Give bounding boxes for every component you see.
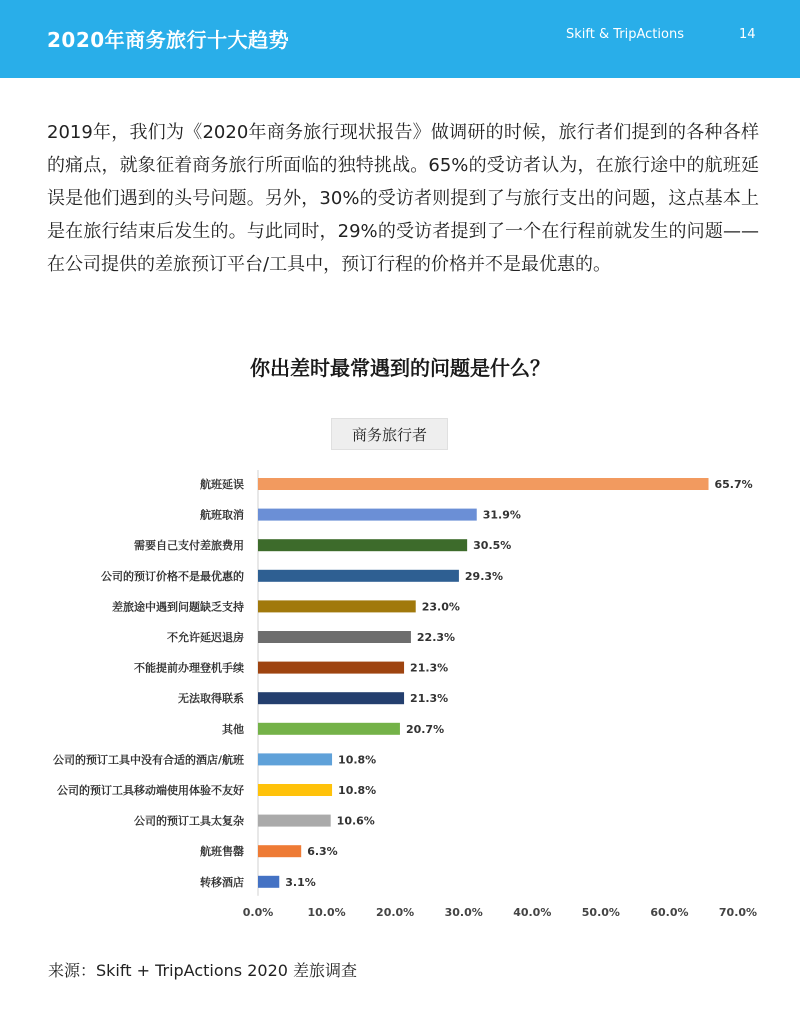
body-paragraph: 2019年，我们为《2020年商务旅行现状报告》做调研的时候，旅行者们提到的各种各样的痛点，就象征着商务旅行所面临的独特挑战。65%的受访者认为，在旅行途中的航班延误是他们遇到的头号问题。另外，30%的受访者则提到了与旅行支出的问题，这点基本上是在旅行结束后发生的。与此同时，29%的受访者提到了一个在行程前就发生的问题——在公司提供的差旅预订平台/工具中，预订行程的价格并不是最优惠的。: [47, 122, 759, 275]
data-label: 22.3%: [416, 631, 456, 644]
category-label: 公司的预订工具移动端使用体验不友好: [57, 784, 244, 797]
category-label: 公司的预订工具中没有合适的酒店/航班: [52, 753, 244, 767]
bar: [258, 815, 331, 827]
category-label: 公司的预订工具太复杂: [134, 814, 244, 828]
data-label: 31.9%: [482, 508, 521, 522]
bar: [258, 784, 332, 796]
category-label: 不允许延迟退房: [167, 631, 244, 644]
bar: [258, 662, 404, 674]
data-label: 30.5%: [473, 539, 512, 553]
footer-source: 来源：Skift + TripActions 2020 差旅调查: [48, 961, 358, 980]
x-tick-label: 60.0%: [650, 906, 689, 919]
header-bar: [0, 0, 800, 78]
legend-label: 商务旅行者: [351, 425, 427, 444]
x-tick-label: 20.0%: [376, 906, 415, 919]
bar: [258, 631, 411, 643]
category-label: 其他: [222, 722, 244, 736]
category-label: 航班取消: [200, 508, 244, 522]
data-label: 21.3%: [410, 661, 449, 675]
bar: [258, 692, 404, 704]
data-label: 65.7%: [714, 478, 753, 491]
category-label: 转移酒店: [200, 875, 244, 889]
header-title: 2020年商务旅行十大趋势: [47, 28, 290, 52]
page-number: 14: [739, 27, 756, 42]
category-label: 航班售罄: [200, 845, 244, 859]
data-label: 3.1%: [285, 875, 316, 889]
bar: [258, 876, 279, 888]
category-label: 差旅途中遇到问题缺乏支持: [112, 600, 244, 614]
bar: [258, 478, 709, 490]
chart-legend: [331, 418, 448, 450]
category-label: 航班延误: [200, 478, 244, 491]
header-source: Skift & TripActions: [566, 27, 684, 42]
x-tick-label: 40.0%: [513, 906, 552, 919]
x-tick-label: 0.0%: [242, 906, 274, 919]
bar-chart: [0, 458, 800, 928]
x-tick-label: 30.0%: [444, 906, 483, 919]
bar: [258, 600, 416, 612]
bar: [258, 723, 400, 735]
category-label: 需要自己支付差旅费用: [134, 539, 244, 553]
data-label: 6.3%: [307, 845, 338, 859]
data-label: 10.8%: [338, 753, 377, 767]
category-label: 公司的预订价格不是最优惠的: [101, 569, 244, 583]
data-label: 21.3%: [410, 692, 449, 706]
data-label: 20.7%: [405, 722, 445, 736]
data-label: 10.8%: [338, 784, 377, 797]
x-tick-label: 50.0%: [581, 906, 620, 919]
bar: [258, 845, 301, 857]
data-label: 29.3%: [464, 569, 504, 583]
x-tick-label: 70.0%: [718, 906, 758, 919]
chart-title: 你出差时最常遇到的问题是什么？: [250, 356, 550, 380]
category-label: 不能提前办理登机手续: [134, 661, 244, 675]
bar: [258, 570, 459, 582]
bar: [258, 753, 332, 765]
data-label: 23.0%: [421, 600, 460, 614]
x-tick-label: 10.0%: [307, 906, 346, 919]
bar: [258, 509, 477, 521]
bar: [258, 539, 467, 551]
data-label: 10.6%: [336, 814, 375, 828]
category-label: 无法取得联系: [178, 692, 244, 706]
